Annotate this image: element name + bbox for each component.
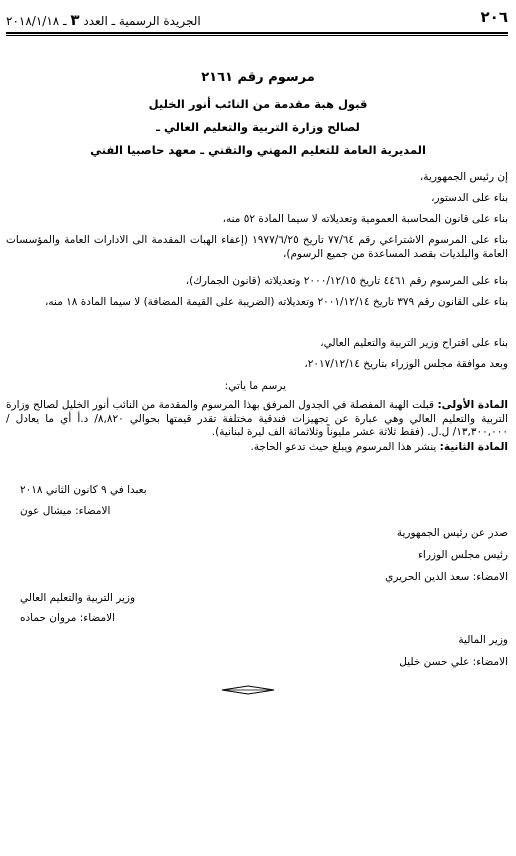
header-rule	[6, 32, 508, 34]
decrees-label: يرسم ما يأتي:	[224, 380, 286, 392]
preamble-paragraph: بناء على القانون رقم ٣٧٩ تاريخ ٢٠٠١/١٢/١٤ وتعديلاته (الضريبة على القيمة المضافة) لا سيما المادة ١٨ منه،	[45, 296, 508, 308]
decree-subject-line-3: المديرية العامة للتعليم المهني والتقني ـ معهد حاصبيا الفني	[90, 143, 426, 157]
issue-place-date: بعبدا في ٩ كانون الثاني ٢٠١٨	[20, 484, 147, 496]
president-signature: الامضاء: ميشال عون	[20, 505, 111, 517]
section-divider-ornament	[220, 685, 276, 695]
article-1	[6, 399, 508, 440]
decree-subject-line-2: لصالح وزارة التربية والتعليم العالي ـ	[156, 120, 360, 134]
page-header	[6, 8, 508, 30]
preamble-line: بناء على اقتراح وزير التربية والتعليم العالي،	[320, 337, 508, 349]
issue-date: ـ ٢٠١٨/١/١٨	[6, 14, 67, 28]
article-1-text: قبلت الهبة المفصلة في الجدول المرفق بهذا المرسوم والمقدمة من النائب أنور الخليل لصالح وزارة التربية والتعليم العالي وهي عبارة عن تجهيزات فندقية مختلفة تقدر قيمتها بحوالي ٨,٨٢٠/ د.أ أي ما يعادل /١٣,٣٠٠,٠٠٠/ ل.ل. (فقط ثلاثة عشر مليوناً وثلاثمائة الف ليرة لبنانية).	[6, 399, 509, 438]
finance-minister-title: وزير المالية	[458, 634, 508, 646]
article-2-text: ينشر هذا المرسوم ويبلغ حيث تدعو الحاجة.	[250, 441, 437, 453]
education-minister-title: وزير التربية والتعليم العالي	[20, 592, 136, 604]
issue-number: ٣	[70, 11, 80, 29]
page-number: ٢٠٦	[480, 8, 508, 26]
decree-subject-line-1: قبول هبة مقدمة من النائب أنور الخليل	[148, 97, 368, 111]
preamble-line: إن رئيس الجمهورية،	[419, 171, 508, 183]
article-1-label: المادة الأولى:	[437, 399, 508, 411]
article-2	[6, 441, 508, 454]
article-2-label: المادة الثانية:	[439, 441, 508, 453]
issued-by: صدر عن رئيس الجمهورية	[396, 527, 508, 539]
prime-minister-signature: الامضاء: سعد الدين الحريري	[385, 571, 508, 583]
preamble-line: بناء على قانون المحاسبة العمومية وتعديلاته لا سيما المادة ٥٢ منه،	[222, 213, 508, 225]
education-minister-signature: الامضاء: مروان حماده	[20, 612, 116, 624]
decree-number: مرسوم رقم ٢١٦١	[201, 70, 315, 85]
preamble-paragraph: بناء على المرسوم الاشتراعي رقم ٧٧/٦٤ تاريخ ١٩٧٧/٦/٢٥ (إعفاء الهبات المقدمة الى الادارات العامة والمؤسسات العامة والبلديات بقصد المساعدة من جميع الرسوم)،	[6, 234, 508, 260]
preamble-line: بناء على المرسوم رقم ٤٤٦١ تاريخ ٢٠٠٠/١٢/١٥ وتعديلاته (قانون الجمارك)،	[185, 275, 508, 287]
preamble-line: بناء على الدستور،	[431, 192, 508, 204]
preamble-line: وبعد موافقة مجلس الوزراء بتاريخ ٢٠١٧/١٢/١٤،	[304, 358, 508, 370]
journal-name: الجريدة الرسمية ـ العدد	[83, 14, 201, 28]
prime-minister-title: رئيس مجلس الوزراء	[417, 549, 508, 561]
finance-minister-signature: الامضاء: علي حسن خليل	[399, 656, 508, 668]
header-rule-thin	[6, 35, 508, 36]
journal-title	[6, 11, 201, 29]
